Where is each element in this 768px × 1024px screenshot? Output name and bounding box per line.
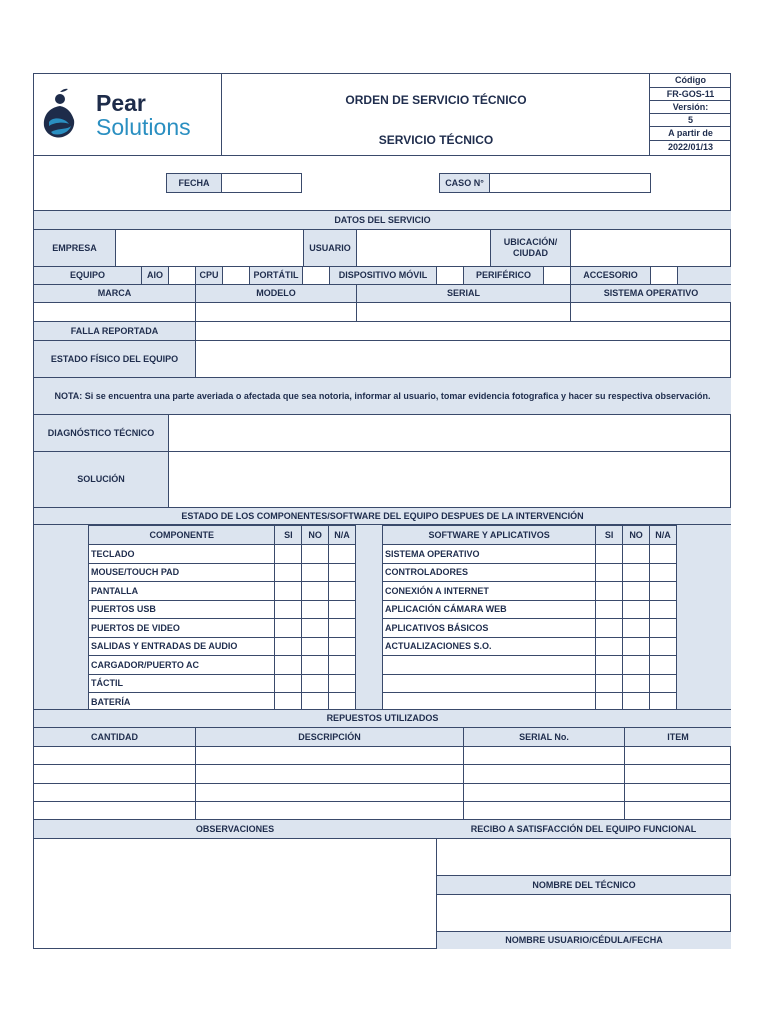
- so-field[interactable]: [570, 303, 731, 321]
- empresa-label: EMPRESA: [34, 230, 115, 266]
- ubicacion-label: UBICACIÓN/ CIUDAD: [490, 230, 570, 266]
- table-row: [383, 674, 677, 693]
- marca-value-row: [34, 302, 731, 321]
- item-label: ITEM: [624, 728, 731, 746]
- table-row: [383, 545, 677, 564]
- periferico-label: PERIFÉRICO: [463, 267, 543, 284]
- repuesto-serial-field[interactable]: [463, 765, 624, 783]
- software-item-label: CONTROLADORES: [383, 563, 596, 582]
- service-order-form: [33, 73, 731, 949]
- table-row: [383, 600, 677, 619]
- software-col-no: NO: [623, 526, 650, 545]
- table-row: [89, 674, 356, 693]
- repuesto-cantidad-field[interactable]: [34, 747, 195, 765]
- hardware-item-label: TÁCTIL: [89, 674, 275, 693]
- hardware-si-checkbox[interactable]: [275, 563, 302, 582]
- desde-label: A partir de: [650, 126, 731, 140]
- hardware-si-checkbox[interactable]: [275, 656, 302, 675]
- hardware-no-checkbox[interactable]: [302, 619, 329, 638]
- section-componentes: ESTADO DE LOS COMPONENTES/SOFTWARE DEL EQUIPO DESPUES DE LA INTERVENCIÓN: [34, 507, 731, 524]
- descripcion-label: DESCRIPCIÓN: [195, 728, 463, 746]
- hardware-si-checkbox[interactable]: [275, 545, 302, 564]
- repuesto-descripcion-field[interactable]: [195, 747, 463, 765]
- repuesto-item-field[interactable]: [624, 765, 731, 783]
- hardware-no-checkbox[interactable]: [302, 563, 329, 582]
- software-na-checkbox[interactable]: [650, 545, 677, 564]
- serial-no-label: SERIAL No.: [463, 728, 624, 746]
- software-item-label: ACTUALIZACIONES S.O.: [383, 637, 596, 656]
- periferico-checkbox[interactable]: [543, 267, 570, 284]
- table-row: [383, 619, 677, 638]
- so-label: SISTEMA OPERATIVO: [570, 285, 731, 302]
- software-table: [382, 525, 677, 712]
- aio-label: AIO: [141, 267, 168, 284]
- software-na-checkbox[interactable]: [650, 674, 677, 693]
- repuesto-row: [34, 801, 731, 819]
- software-na-checkbox[interactable]: [650, 656, 677, 675]
- usuario-firma-label: NOMBRE USUARIO/CÉDULA/FECHA: [436, 931, 731, 949]
- hardware-si-checkbox[interactable]: [275, 637, 302, 656]
- hardware-na-checkbox[interactable]: [329, 674, 356, 693]
- diagnostico-row: [34, 414, 731, 451]
- table-row: [383, 656, 677, 675]
- falla-label: FALLA REPORTADA: [34, 322, 195, 340]
- logo-text-pear: Pear: [96, 90, 146, 116]
- software-si-checkbox[interactable]: [596, 674, 623, 693]
- table-row: [383, 563, 677, 582]
- document-control: [649, 74, 731, 155]
- estado-row: [34, 340, 731, 377]
- software-no-checkbox[interactable]: [623, 600, 650, 619]
- table-row: [89, 619, 356, 638]
- modelo-field[interactable]: [195, 303, 356, 321]
- estado-field[interactable]: [195, 341, 731, 377]
- nota-text: NOTA: Si se encuentra una parte averiada o afectada que sea notoria, informar al usuario, tomar evidencia fotografica y hacer su respectiva observación.: [34, 377, 731, 414]
- table-row: [89, 637, 356, 656]
- software-no-checkbox[interactable]: [623, 582, 650, 601]
- version-label: Versión:: [650, 100, 731, 113]
- table-row: [89, 545, 356, 564]
- serial-field[interactable]: [356, 303, 570, 321]
- hardware-no-checkbox[interactable]: [302, 600, 329, 619]
- repuesto-descripcion-field[interactable]: [195, 765, 463, 783]
- solucion-label: SOLUCIÓN: [34, 452, 168, 507]
- software-si-checkbox[interactable]: [596, 637, 623, 656]
- table-row: [89, 563, 356, 582]
- repuesto-cantidad-field[interactable]: [34, 765, 195, 783]
- final-header-row: [34, 819, 731, 838]
- software-na-checkbox[interactable]: [650, 600, 677, 619]
- software-no-checkbox[interactable]: [623, 637, 650, 656]
- table-row: [383, 582, 677, 601]
- header-title-box: [221, 74, 649, 155]
- hardware-item-label: PUERTOS DE VIDEO: [89, 619, 275, 638]
- hardware-table: [88, 525, 356, 712]
- equipo-label: EQUIPO: [69, 270, 105, 281]
- ubicacion-field[interactable]: [570, 230, 731, 266]
- page-title: ORDEN DE SERVICIO TÉCNICO: [345, 92, 527, 107]
- hardware-na-checkbox[interactable]: [329, 545, 356, 564]
- marca-label: MARCA: [97, 288, 132, 299]
- software-na-checkbox[interactable]: [650, 619, 677, 638]
- software-item-label: APLICACIÓN CÁMARA WEB: [383, 600, 596, 619]
- hardware-item-label: PUERTOS USB: [89, 600, 275, 619]
- equipo-row-end: [677, 267, 731, 284]
- section-repuestos: REPUESTOS UTILIZADOS: [34, 709, 731, 727]
- software-si-checkbox[interactable]: [596, 582, 623, 601]
- movil-label: DISPOSITIVO MÓVIL: [329, 267, 436, 284]
- repuesto-row: [34, 783, 731, 801]
- hardware-item-label: PANTALLA: [89, 582, 275, 601]
- software-na-checkbox[interactable]: [650, 582, 677, 601]
- software-no-checkbox[interactable]: [623, 619, 650, 638]
- software-si-checkbox[interactable]: [596, 656, 623, 675]
- software-header: SOFTWARE Y APLICATIVOS: [383, 526, 596, 545]
- hardware-si-checkbox[interactable]: [275, 674, 302, 693]
- solucion-row: [34, 451, 731, 507]
- hardware-col-no: NO: [302, 526, 329, 545]
- logo-text-solutions: Solutions: [96, 114, 191, 140]
- repuesto-descripcion-field[interactable]: [195, 784, 463, 802]
- usuario-field[interactable]: [356, 230, 490, 266]
- divider: [34, 155, 731, 156]
- portatil-label: PORTÁTIL: [249, 267, 302, 284]
- software-na-checkbox[interactable]: [650, 563, 677, 582]
- software-no-checkbox[interactable]: [623, 674, 650, 693]
- usuario-label: USUARIO: [303, 230, 356, 266]
- hardware-si-checkbox[interactable]: [275, 619, 302, 638]
- software-si-checkbox[interactable]: [596, 619, 623, 638]
- aio-checkbox[interactable]: [168, 267, 195, 284]
- cpu-checkbox[interactable]: [222, 267, 249, 284]
- empresa-row: [34, 229, 731, 266]
- fecha-field[interactable]: [221, 173, 302, 193]
- software-item-label: [383, 656, 596, 675]
- recibo-label: RECIBO A SATISFACCIÓN DEL EQUIPO FUNCIONAL: [470, 823, 697, 834]
- table-row: [383, 637, 677, 656]
- recibo-signature[interactable]: [436, 838, 731, 875]
- accesorio-checkbox[interactable]: [650, 267, 677, 284]
- repuesto-cantidad-field[interactable]: [34, 784, 195, 802]
- hardware-na-checkbox[interactable]: [329, 619, 356, 638]
- table-row: [89, 656, 356, 675]
- hardware-item-label: SALIDAS Y ENTRADAS DE AUDIO: [89, 637, 275, 656]
- caso-field[interactable]: [489, 173, 651, 193]
- cantidad-label: CANTIDAD: [91, 731, 138, 742]
- fecha-label: FECHA: [166, 173, 222, 193]
- hardware-no-checkbox[interactable]: [302, 656, 329, 675]
- page-subtitle: SERVICIO TÉCNICO: [378, 132, 494, 147]
- table-row: [89, 600, 356, 619]
- software-item-label: [383, 674, 596, 693]
- marca-field[interactable]: [34, 303, 195, 321]
- software-item-label: SISTEMA OPERATIVO: [383, 545, 596, 564]
- desde-value: 2022/01/13: [650, 140, 731, 154]
- observaciones-field[interactable]: [34, 838, 436, 949]
- hardware-na-checkbox[interactable]: [329, 637, 356, 656]
- estado-label: ESTADO FÍSICO DEL EQUIPO: [34, 341, 195, 377]
- marca-header-row: [34, 284, 731, 302]
- empresa-field[interactable]: [115, 230, 303, 266]
- repuesto-cantidad-field[interactable]: [34, 802, 195, 820]
- pear-logo-icon: [41, 88, 79, 140]
- software-na-checkbox[interactable]: [650, 637, 677, 656]
- hardware-item-label: BATERÍA: [89, 693, 275, 712]
- solucion-field[interactable]: [168, 452, 731, 507]
- logo: [34, 74, 221, 155]
- hardware-item-label: CARGADOR/PUERTO AC: [89, 656, 275, 675]
- cpu-label: CPU: [195, 267, 222, 284]
- hardware-no-checkbox[interactable]: [302, 637, 329, 656]
- observaciones-label: OBSERVACIONES: [195, 823, 275, 834]
- diagnostico-label: DIAGNÓSTICO TÉCNICO: [34, 415, 168, 451]
- table-row: [89, 582, 356, 601]
- software-col-si: SI: [596, 526, 623, 545]
- hardware-no-checkbox[interactable]: [302, 545, 329, 564]
- section-datos-servicio: DATOS DEL SERVICIO: [34, 210, 731, 229]
- version-value: 5: [650, 113, 731, 126]
- software-si-checkbox[interactable]: [596, 600, 623, 619]
- hardware-col-si: SI: [275, 526, 302, 545]
- hardware-no-checkbox[interactable]: [302, 582, 329, 601]
- software-no-checkbox[interactable]: [623, 545, 650, 564]
- hardware-no-checkbox[interactable]: [302, 674, 329, 693]
- software-no-checkbox[interactable]: [623, 656, 650, 675]
- hardware-header: COMPONENTE: [89, 526, 275, 545]
- software-si-checkbox[interactable]: [596, 545, 623, 564]
- accesorio-label: ACCESORIO: [570, 267, 650, 284]
- serial-label: SERIAL: [356, 285, 570, 302]
- repuesto-item-field[interactable]: [624, 784, 731, 802]
- hardware-na-checkbox[interactable]: [329, 600, 356, 619]
- hardware-si-checkbox[interactable]: [275, 582, 302, 601]
- repuestos-header-row: [34, 727, 731, 746]
- equipo-row: [34, 266, 731, 284]
- repuesto-item-field[interactable]: [624, 802, 731, 820]
- repuesto-serial-field[interactable]: [463, 784, 624, 802]
- codigo-value: FR-GOS-11: [650, 87, 731, 100]
- tecnico-signature[interactable]: [436, 894, 731, 931]
- software-no-checkbox[interactable]: [623, 563, 650, 582]
- caso-label: CASO N°: [439, 173, 490, 193]
- codigo-label: Código: [675, 75, 706, 86]
- movil-checkbox[interactable]: [436, 267, 463, 284]
- falla-field[interactable]: [195, 322, 731, 340]
- software-item-label: APLICATIVOS BÁSICOS: [383, 619, 596, 638]
- repuesto-row: [34, 764, 731, 782]
- software-si-checkbox[interactable]: [596, 563, 623, 582]
- hardware-na-checkbox[interactable]: [329, 582, 356, 601]
- hardware-na-checkbox[interactable]: [329, 656, 356, 675]
- diagnostico-field[interactable]: [168, 415, 731, 451]
- hardware-col-na: N/A: [329, 526, 356, 545]
- hardware-na-checkbox[interactable]: [329, 563, 356, 582]
- portatil-checkbox[interactable]: [302, 267, 329, 284]
- software-item-label: CONEXIÓN A INTERNET: [383, 582, 596, 601]
- repuesto-descripcion-field[interactable]: [195, 802, 463, 820]
- repuesto-serial-field[interactable]: [463, 802, 624, 820]
- hardware-si-checkbox[interactable]: [275, 600, 302, 619]
- repuesto-item-field[interactable]: [624, 747, 731, 765]
- repuesto-serial-field[interactable]: [463, 747, 624, 765]
- software-col-na: N/A: [650, 526, 677, 545]
- falla-row: [34, 321, 731, 340]
- modelo-label: MODELO: [195, 285, 356, 302]
- hardware-item-label: TECLADO: [89, 545, 275, 564]
- repuesto-row: [34, 746, 731, 764]
- tecnico-label: NOMBRE DEL TÉCNICO: [436, 875, 731, 894]
- hardware-item-label: MOUSE/TOUCH PAD: [89, 563, 275, 582]
